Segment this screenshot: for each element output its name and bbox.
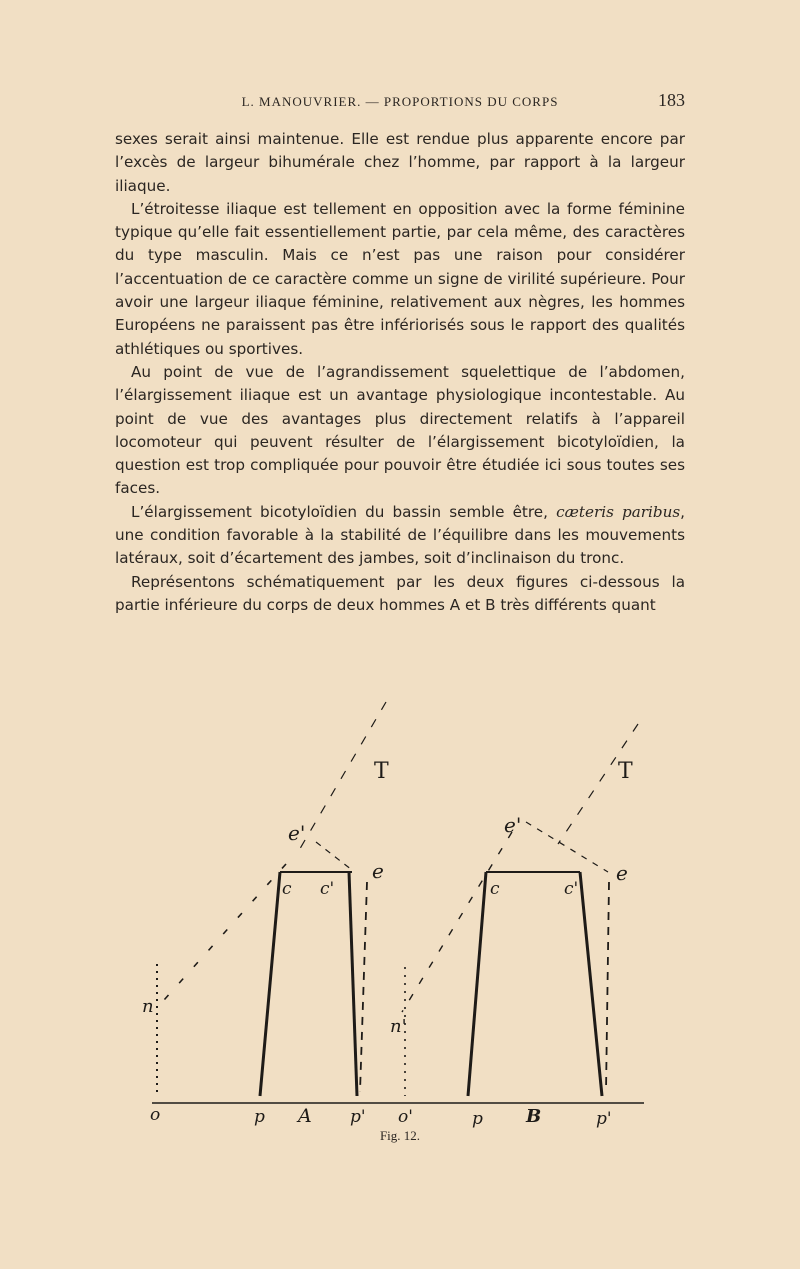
- body-text: [115, 128, 685, 617]
- trunk-axis-a: [298, 702, 386, 852]
- label-o: o: [150, 1105, 161, 1125]
- oblique-b: [402, 832, 512, 1012]
- paragraph-3: Au point de vue de l’agrandissement squelettique de l’abdomen, l’élargissement iliaque est un avantage physiologique incontestable. Au point de vue des avantages plus directement relatifs à l’appareil locomoteur qui peuvent résulter de l’élargissement bicotyloïdien, la question est trop compliquée pour pouvoir être étudiée ici sous toutes ses faces.: [115, 362, 685, 498]
- label-n: n: [142, 996, 154, 1017]
- leg-a-right: [349, 872, 357, 1096]
- label-a: A: [298, 1105, 312, 1127]
- paragraph-4-end: , une condition favorable à la stabilité de l’équilibre dans les mouvements latéraux, soit d’écartement des jambes, soit d’inclinaison du tronc.: [115, 502, 685, 568]
- page-number: 183: [658, 90, 685, 110]
- paragraph-4: [115, 501, 685, 571]
- label-b: B: [526, 1106, 542, 1127]
- label-c-prime-b: c': [564, 879, 579, 899]
- figure-12: [140, 692, 660, 1132]
- label-t-a: T: [374, 759, 389, 784]
- oblique-a: [164, 864, 286, 1000]
- label-c-a: c: [282, 879, 292, 899]
- paragraph-4-start: L’élargissement bicotyloïdien du bassin semble être,: [131, 502, 557, 521]
- label-p-a: p: [254, 1107, 265, 1127]
- label-e-a: e: [372, 859, 384, 883]
- paragraph-2: L’étroitesse iliaque est tellement en opposition avec la forme féminine typique qu’elle fait essentiellement partie, par cela même, des caractères du type masculin. Mais ce n’est pas une raison pour considérer l’accentuation de ce caractère comme un signe de virilité supérieure. Pour avoir une largeur iliaque féminine, relativement aux nègres, les hommes Européens ne paraissent pas être infériorisés sous le rapport des qualités athlétiques ou sportives.: [115, 199, 685, 358]
- label-c-b: c: [490, 879, 500, 899]
- paragraph-1: sexes serait ainsi maintenue. Elle est rendue plus apparente encore par l’excès de largeur bihumérale chez l’homme, par rapport à la largeur iliaque.: [115, 130, 685, 195]
- vertical-e-a: [360, 882, 367, 1092]
- label-p-prime-b: p': [596, 1109, 612, 1129]
- label-e-prime-a: e': [288, 821, 306, 845]
- leg-b-right: [580, 872, 602, 1096]
- label-c-prime-a: c': [320, 879, 335, 899]
- label-o-prime: o': [398, 1107, 413, 1127]
- diagonal-a: [316, 842, 352, 870]
- running-title: L. MANOUVRIER. — PROPORTIONS DU CORPS: [241, 94, 559, 109]
- leg-b-left: [468, 872, 486, 1096]
- page-header: [115, 90, 685, 114]
- label-p-prime-a: p': [350, 1107, 366, 1127]
- schematic-diagram: [140, 692, 660, 1132]
- trunk-axis-b: [558, 724, 638, 844]
- latin-phrase: cæteris paribus: [556, 502, 681, 521]
- leg-a-left: [260, 872, 280, 1096]
- label-p-b: p: [472, 1109, 483, 1129]
- label-n-prime: n': [390, 1016, 407, 1037]
- paragraph-5: Représentons schématiquement par les deux figures ci-dessous la partie inférieure du corps de deux hommes A et B très différents quant: [115, 572, 685, 614]
- figure-caption: Fig. 12.: [379, 1128, 421, 1143]
- label-t-b: T: [618, 759, 633, 784]
- vertical-e-b: [606, 882, 609, 1092]
- label-e-prime-b: e': [504, 813, 522, 837]
- label-e-b: e: [616, 861, 628, 885]
